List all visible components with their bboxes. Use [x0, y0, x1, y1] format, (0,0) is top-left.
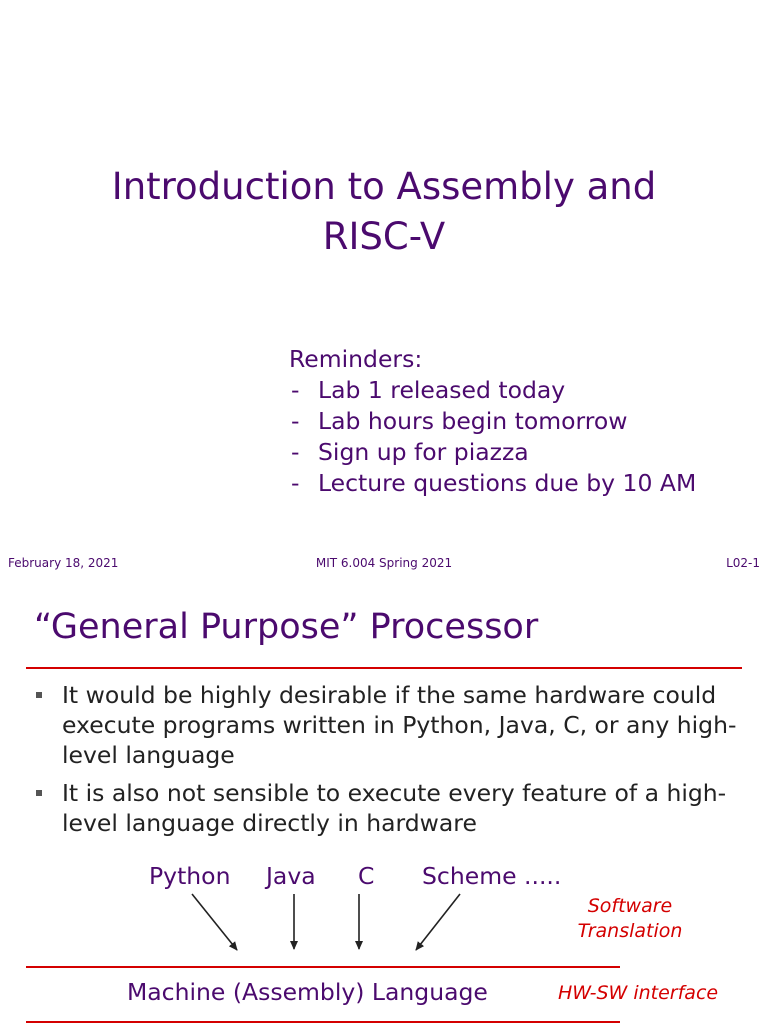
- slide-2: [0, 580, 768, 1024]
- note-line: Translation: [577, 920, 683, 942]
- interface-bottom-line: [26, 1021, 620, 1023]
- language-c: C: [358, 862, 375, 890]
- title-line-1: Introduction to Assembly and: [111, 165, 657, 208]
- hw-sw-interface-label: HW-SW interface: [558, 982, 719, 1004]
- language-java: Java: [266, 862, 316, 890]
- bullet-item: It would be highly desirable if the same hardware could execute programs written in Python, Java, C, or any high-level language: [32, 680, 752, 770]
- title-line-2: RISC-V: [322, 215, 446, 258]
- arrow-scheme: [416, 894, 460, 950]
- reminder-item: - Lecture questions due by 10 AM: [289, 468, 696, 499]
- reminder-item: - Lab 1 released today: [289, 375, 696, 406]
- reminders-list: [289, 375, 696, 499]
- machine-language-label: Machine (Assembly) Language: [127, 978, 488, 1006]
- interface-top-line: [26, 966, 620, 968]
- slide-2-title: “General Purpose” Processor: [34, 607, 539, 647]
- footer-course: MIT 6.004 Spring 2021: [315, 556, 453, 570]
- bullet-item: It is also not sensible to execute every feature of a high-level language directly in hardware: [32, 778, 752, 838]
- reminders-block: [289, 344, 696, 499]
- footer-date: February 18, 2021: [8, 556, 119, 570]
- language-scheme: Scheme .....: [422, 862, 562, 890]
- reminder-item: - Lab hours begin tomorrow: [289, 406, 696, 437]
- language-python: Python: [149, 862, 231, 890]
- software-translation-note: [560, 894, 700, 944]
- reminder-item: - Sign up for piazza: [289, 437, 696, 468]
- note-line: Software: [587, 895, 673, 917]
- reminders-heading: Reminders:: [289, 345, 423, 373]
- footer-slide-id: L02-1: [726, 556, 760, 570]
- arrow-python: [192, 894, 237, 950]
- translation-arrows: [0, 580, 768, 1024]
- slide-1-title: [0, 162, 768, 262]
